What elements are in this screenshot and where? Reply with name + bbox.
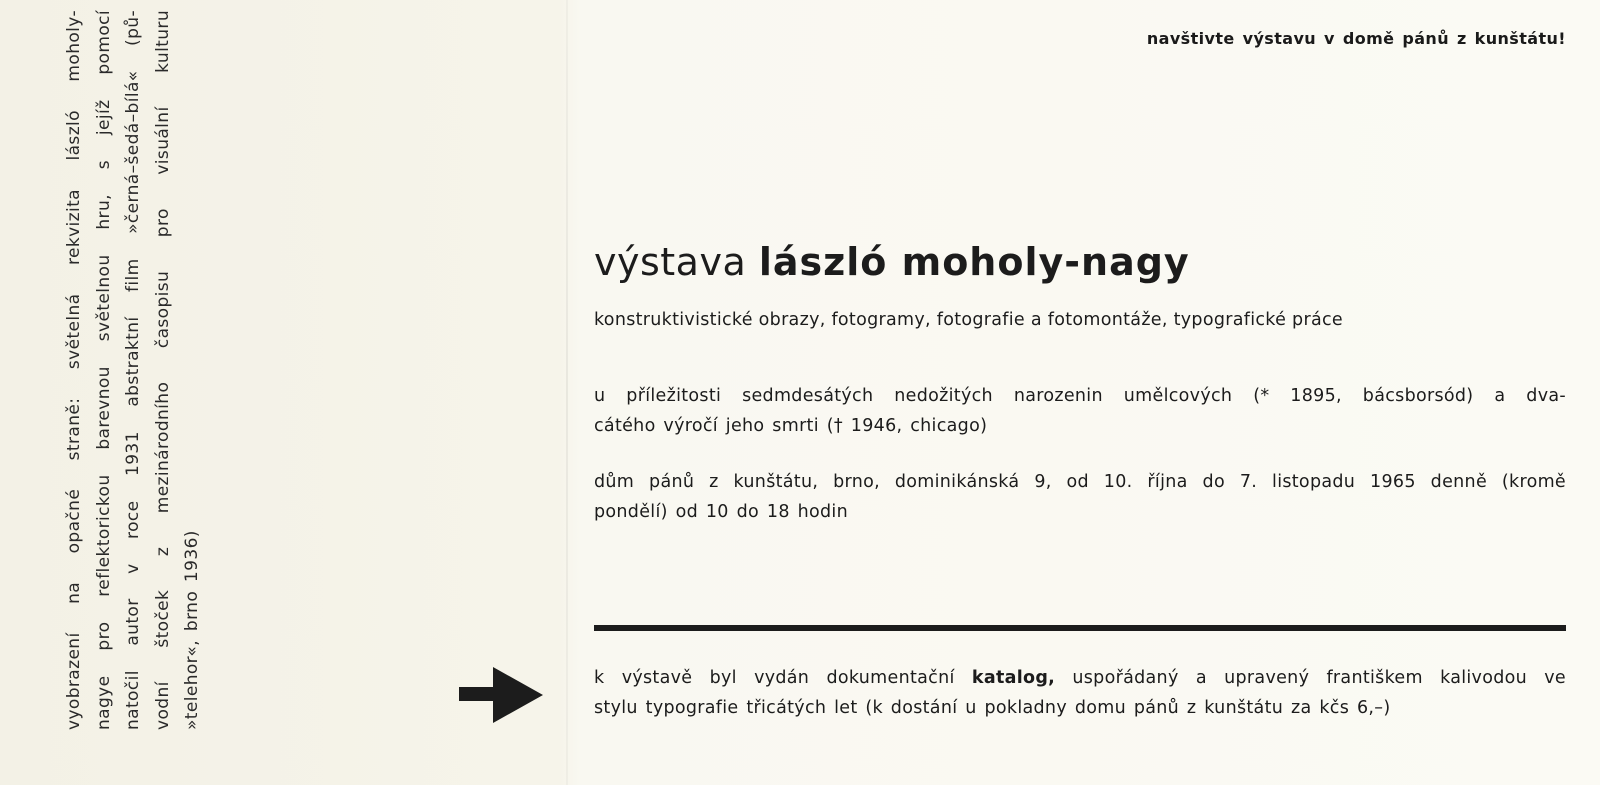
exhibition-title bbox=[594, 240, 1190, 284]
catalog-paragraph bbox=[594, 663, 1566, 723]
venue-line: dům pánů z kunštátu, brno, dominikánská 9, od 10. října do 7. listopadu 1965 denně (kromě bbox=[594, 472, 1566, 492]
venue-paragraph bbox=[594, 467, 1566, 527]
occasion-line: u příležitosti sedmdesátých nedožitých narozenin umělcových (* 1895, bácsborsód) a dva- bbox=[594, 386, 1566, 406]
occasion-paragraph bbox=[594, 381, 1566, 441]
catalog-text-before: k výstavě byl vydán dokumentační bbox=[594, 668, 955, 688]
visit-note: navštivte výstavu v domě pánů z kunštátu! bbox=[1146, 29, 1566, 48]
side-caption-line: natočil autor v roce 1931 abstraktní film »černá–šedá–bílá« (pů- bbox=[123, 10, 144, 730]
occasion-line: cátého výročí jeho smrti († 1946, chicago) bbox=[594, 416, 988, 436]
right-arrow-icon bbox=[459, 667, 543, 723]
side-caption bbox=[60, 10, 208, 730]
catalog-keyword: katalog, bbox=[971, 668, 1056, 688]
catalog-line: stylu typografie třicátých let (k dostání u pokladny domu pánů z kunštátu za kčs 6,–) bbox=[594, 698, 1391, 718]
title-prefix: výstava bbox=[594, 240, 747, 284]
side-caption-line: vyobrazení na opačné straně: světelná rekvizita lászló moholy- bbox=[64, 10, 84, 730]
side-caption-line: nagye pro reflektorickou barevnou světelnou hru, s jejíž pomocí bbox=[93, 10, 114, 730]
card-fold bbox=[566, 0, 568, 785]
venue-line: pondělí) od 10 do 18 hodin bbox=[594, 502, 848, 522]
catalog-text-after: uspořádaný a upravený františkem kalivodou ve bbox=[1072, 668, 1566, 688]
exhibition-subtitle: konstruktivistické obrazy, fotogramy, fotografie a fotomontáže, typografické práce bbox=[594, 310, 1343, 330]
divider-rule bbox=[594, 625, 1566, 631]
side-caption-line: »telehor«, brno 1936) bbox=[182, 530, 203, 730]
artist-name: lászló moholy-nagy bbox=[758, 240, 1190, 284]
side-caption-line: vodní štoček z mezinárodního časopisu pro visuální kulturu bbox=[152, 10, 173, 730]
catalog-line bbox=[594, 663, 1566, 693]
